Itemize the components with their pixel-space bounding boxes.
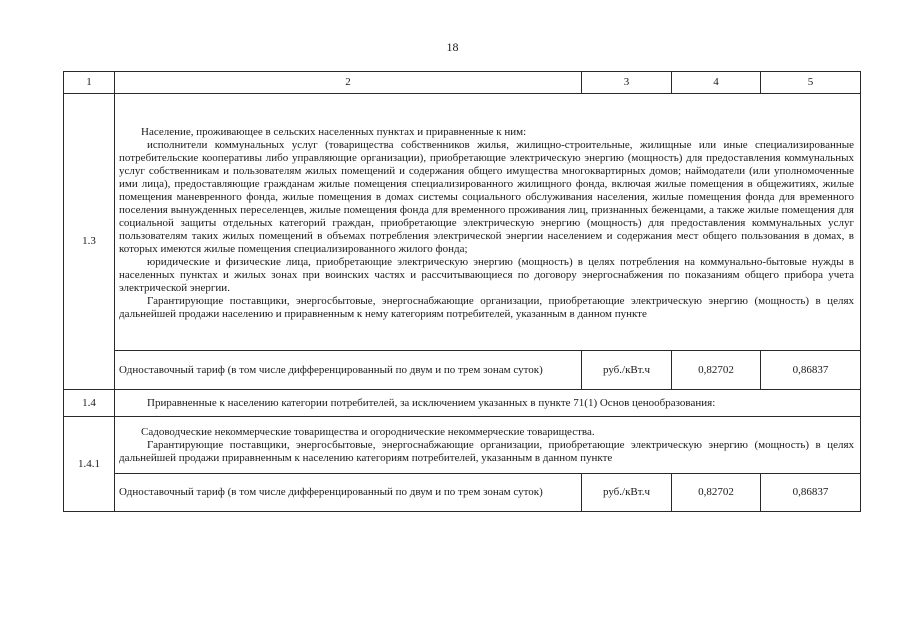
- paragraph: Гарантирующие поставщики, энергосбытовые, энергоснабжающие организации, приобретающие электрическую энергию (мощность) в целях дальнейшей продажи населению и приравненным к нему категориям потребителей, указанным в данном пункте: [119, 294, 854, 320]
- table-row: [64, 351, 861, 390]
- table-row: [64, 417, 861, 474]
- table-row: [64, 474, 861, 512]
- header-col-1: 1: [64, 72, 115, 94]
- row-number: 1.3: [64, 94, 115, 390]
- paragraph: исполнители коммунальных услуг (товарищества собственников жилья, жилищно-строительные, жилищные или иные специализированные потребительские кооперативы либо управляющие организации), приобретающие электрическую энергию (мощность) для предоставления коммунальных услуг собственникам и пользователям жилых помещений и содержания общего имущества многоквартирных домов; наймодатели (или уполномоченные ими лица), предоставляющие гражданам жилые помещения специализированного жилищного фонда, включая жилые помещения в общежитиях, жилые помещения маневренного фонда, жилые помещения в домах системы социального обслуживания населения, жилые помещения фонда для временного поселения вынужденных переселенцев, жилые помещения фонда для временного проживания лиц, признанных беженцами, а также жилые помещения для социальной защиты отдельных категорий граждан, приобретающие электрическую энергию (мощность) для предоставления коммунальных услуг пользователям таких жилых помещений в объемах потребления электрической энергии населением и содержания мест общего пользования в домах, в которых имеются жилые помещения специализированного жилого фонда;: [119, 138, 854, 255]
- header-row: [64, 72, 861, 94]
- header-col-2: 2: [115, 72, 582, 94]
- page-number: 18: [446, 40, 459, 54]
- value-col-4: 0,82702: [672, 474, 761, 512]
- header-col-4: 4: [672, 72, 761, 94]
- row-number: 1.4: [64, 390, 115, 417]
- table-row: [64, 390, 861, 417]
- tariff-table: [63, 71, 861, 512]
- value-col-5: 0,86837: [761, 474, 861, 512]
- paragraph: Садоводческие некоммерческие товарищества и огороднические некоммерческие товарищества.: [141, 425, 595, 438]
- row-number: 1.4.1: [64, 417, 115, 512]
- tariff-label: Одноставочный тариф (в том числе дифференцированный по двум и по трем зонам суток): [119, 363, 543, 376]
- paragraph: Население, проживающее в сельских населенных пунктах и приравненные к ним:: [141, 125, 527, 138]
- row-description: [115, 390, 861, 417]
- table-row: [64, 94, 861, 351]
- unit-cell: руб./кВт.ч: [582, 351, 672, 390]
- unit-cell: руб./кВт.ч: [582, 474, 672, 512]
- value-col-5: 0,86837: [761, 351, 861, 390]
- header-col-5: 5: [761, 72, 861, 94]
- tariff-label: Одноставочный тариф (в том числе дифференцированный по двум и по трем зонам суток): [119, 486, 543, 498]
- value-col-4: 0,82702: [672, 351, 761, 390]
- tariff-label-cell: [115, 474, 582, 512]
- tariff-label-cell: [115, 351, 582, 390]
- row-description: [115, 94, 861, 351]
- paragraph: Приравненные к населению категории потребителей, за исключением указанных в пункте 71(1) Основ ценообразования:: [147, 396, 716, 409]
- paragraph: Гарантирующие поставщики, энергосбытовые, энергоснабжающие организации, приобретающие электрическую энергию (мощность) в целях дальнейшей продажи приравненным к населению категориям потребителей, указанным в данном пункте: [119, 438, 854, 464]
- paragraph: юридические и физические лица, приобретающие электрическую энергию (мощность) в целях потребления на коммунально-бытовые нужды в населенных пунктах и жилых зонах при воинских частях и рассчитывающиеся по договору энергоснабжения по показаниям общего прибора учета электрической энергии.: [119, 255, 854, 294]
- header-col-3: 3: [582, 72, 672, 94]
- row-description: [115, 417, 861, 474]
